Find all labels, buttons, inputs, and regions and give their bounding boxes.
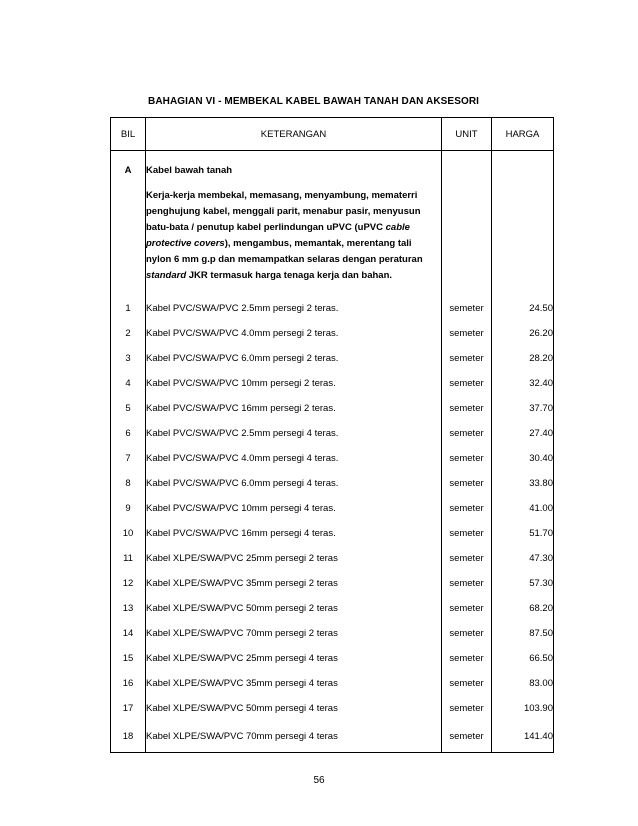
- item-unit: semeter: [442, 646, 492, 671]
- item-description: Kabel PVC/SWA/PVC 6.0mm persegi 4 teras.: [146, 471, 442, 496]
- item-bil: 3: [111, 346, 146, 371]
- item-harga: 103.90: [492, 696, 554, 721]
- item-bil: 7: [111, 446, 146, 471]
- item-harga: 87.50: [492, 621, 554, 646]
- item-harga: 27.40: [492, 421, 554, 446]
- item-bil: 6: [111, 421, 146, 446]
- item-harga: 68.20: [492, 596, 554, 621]
- item-harga: 24.50: [492, 296, 554, 321]
- table-row: [111, 471, 554, 496]
- item-harga: 26.20: [492, 321, 554, 346]
- item-harga: 28.20: [492, 346, 554, 371]
- table-row: [111, 671, 554, 696]
- item-unit: semeter: [442, 546, 492, 571]
- item-description: Kabel XLPE/SWA/PVC 50mm persegi 4 teras: [146, 696, 442, 721]
- item-description: Kabel PVC/SWA/PVC 4.0mm persegi 2 teras.: [146, 321, 442, 346]
- item-bil: 12: [111, 571, 146, 596]
- desc-text-1: Kerja-kerja membekal, memasang, menyambung, mematerri penghujung kabel, menggali parit, menabur pasir, menyusun batu-bata / penutup kabel perlindungan uPVC (uPVC: [146, 190, 421, 233]
- table-row: [111, 446, 554, 471]
- item-harga: 141.40: [492, 721, 554, 753]
- item-bil: 5: [111, 396, 146, 421]
- item-harga: 37.70: [492, 396, 554, 421]
- item-unit: semeter: [442, 621, 492, 646]
- item-bil: 16: [111, 671, 146, 696]
- item-unit: semeter: [442, 471, 492, 496]
- item-unit: semeter: [442, 596, 492, 621]
- item-description: Kabel XLPE/SWA/PVC 25mm persegi 4 teras: [146, 646, 442, 671]
- item-harga: 33.80: [492, 471, 554, 496]
- item-bil: 9: [111, 496, 146, 521]
- section-title: BAHAGIAN VI - MEMBEKAL KABEL BAWAH TANAH DAN AKSESORI: [148, 96, 480, 107]
- item-bil: 18: [111, 721, 146, 753]
- item-unit: semeter: [442, 671, 492, 696]
- item-description: Kabel XLPE/SWA/PVC 70mm persegi 2 teras: [146, 621, 442, 646]
- table-row: [111, 646, 554, 671]
- item-harga: 41.00: [492, 496, 554, 521]
- item-bil: 14: [111, 621, 146, 646]
- item-description: Kabel PVC/SWA/PVC 10mm persegi 2 teras.: [146, 371, 442, 396]
- item-harga: 47.30: [492, 546, 554, 571]
- item-unit: semeter: [442, 571, 492, 596]
- item-harga: 30.40: [492, 446, 554, 471]
- table-row: [111, 521, 554, 546]
- item-bil: 10: [111, 521, 146, 546]
- item-bil: 4: [111, 371, 146, 396]
- section-harga-cell: [492, 151, 554, 297]
- header-unit: UNIT: [442, 118, 492, 151]
- section-row: [111, 151, 554, 297]
- section-unit-cell: [442, 151, 492, 297]
- table-row: [111, 421, 554, 446]
- table-row: [111, 546, 554, 571]
- desc-italic-2: standard: [146, 270, 187, 281]
- section-bil: [111, 151, 146, 297]
- item-unit: semeter: [442, 421, 492, 446]
- desc-text-3: JKR termasuk harga tenaga kerja dan bahan.: [186, 270, 393, 281]
- item-description: Kabel PVC/SWA/PVC 10mm persegi 4 teras.: [146, 496, 442, 521]
- table-row: [111, 571, 554, 596]
- item-description: Kabel XLPE/SWA/PVC 70mm persegi 4 teras: [146, 721, 442, 753]
- item-description: Kabel PVC/SWA/PVC 16mm persegi 2 teras.: [146, 396, 442, 421]
- item-harga: 83.00: [492, 671, 554, 696]
- header-harga: HARGA: [492, 118, 554, 151]
- item-unit: semeter: [442, 696, 492, 721]
- item-unit: semeter: [442, 396, 492, 421]
- item-description: Kabel PVC/SWA/PVC 2.5mm persegi 2 teras.: [146, 296, 442, 321]
- section-description-cell: [146, 151, 442, 297]
- item-bil: 13: [111, 596, 146, 621]
- item-harga: 57.30: [492, 571, 554, 596]
- item-harga: 32.40: [492, 371, 554, 396]
- item-bil: 8: [111, 471, 146, 496]
- item-unit: semeter: [442, 446, 492, 471]
- desc-italic-1: cable protective covers: [146, 222, 410, 249]
- item-unit: semeter: [442, 346, 492, 371]
- table-row: [111, 696, 554, 721]
- item-description: Kabel PVC/SWA/PVC 6.0mm persegi 2 teras.: [146, 346, 442, 371]
- item-unit: semeter: [442, 496, 492, 521]
- table-row: [111, 321, 554, 346]
- header-bil: BIL: [111, 118, 146, 151]
- table-row: [111, 496, 554, 521]
- price-table: [110, 117, 554, 753]
- item-description: Kabel PVC/SWA/PVC 4.0mm persegi 4 teras.: [146, 446, 442, 471]
- item-bil: 15: [111, 646, 146, 671]
- item-harga: 51.70: [492, 521, 554, 546]
- item-harga: 66.50: [492, 646, 554, 671]
- table-row: [111, 371, 554, 396]
- item-description: Kabel XLPE/SWA/PVC 35mm persegi 4 teras: [146, 671, 442, 696]
- section-description: [146, 188, 441, 296]
- desc-text-2: ), mengambus, memantak, merentang tali nylon 6 mm g.p dan memampatkan selaras dengan peraturan: [146, 238, 423, 265]
- item-unit: semeter: [442, 296, 492, 321]
- item-description: Kabel PVC/SWA/PVC 16mm persegi 4 teras.: [146, 521, 442, 546]
- table-header-row: [111, 118, 554, 151]
- item-bil: 11: [111, 546, 146, 571]
- table-row: [111, 396, 554, 421]
- item-bil: 17: [111, 696, 146, 721]
- table-row: [111, 346, 554, 371]
- table-row: [111, 596, 554, 621]
- item-unit: semeter: [442, 521, 492, 546]
- page-number: 56: [313, 775, 325, 786]
- table-row: [111, 621, 554, 646]
- section-heading: Kabel bawah tanah: [146, 165, 233, 176]
- item-description: Kabel XLPE/SWA/PVC 50mm persegi 2 teras: [146, 596, 442, 621]
- table-row: [111, 721, 554, 753]
- item-unit: semeter: [442, 371, 492, 396]
- item-bil: 2: [111, 321, 146, 346]
- table-row: [111, 296, 554, 321]
- header-keterangan: KETERANGAN: [146, 118, 442, 151]
- item-description: Kabel PVC/SWA/PVC 2.5mm persegi 4 teras.: [146, 421, 442, 446]
- item-unit: semeter: [442, 721, 492, 753]
- item-description: Kabel XLPE/SWA/PVC 35mm persegi 2 teras: [146, 571, 442, 596]
- item-bil: 1: [111, 296, 146, 321]
- section-bil-label: A: [124, 165, 132, 176]
- item-description: Kabel XLPE/SWA/PVC 25mm persegi 2 teras: [146, 546, 442, 571]
- item-unit: semeter: [442, 321, 492, 346]
